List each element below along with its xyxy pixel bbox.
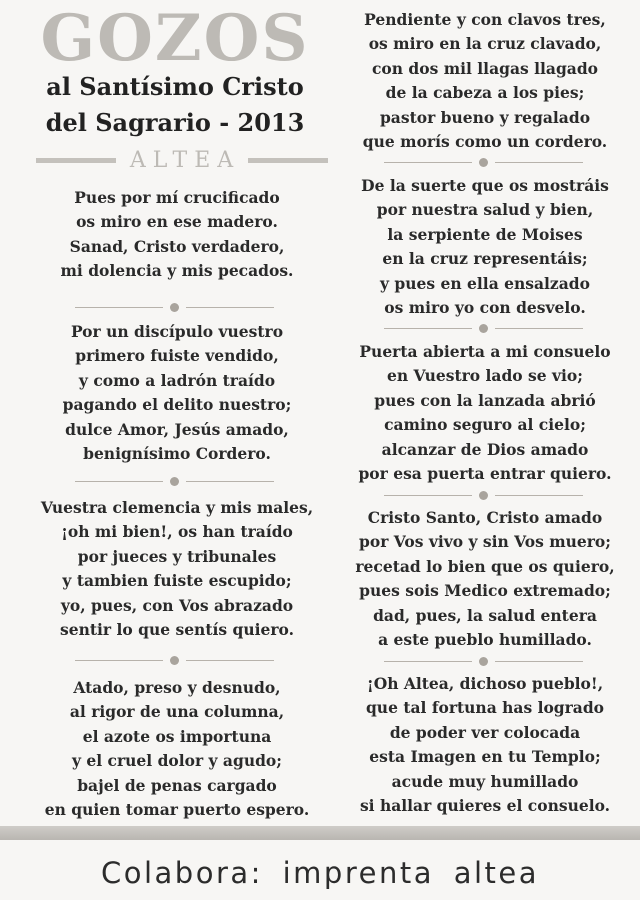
stanza-7: [334, 340, 636, 486]
page-title: GOZOS: [40, 1, 310, 76]
verse-line: a este pueblo humillado.: [378, 630, 592, 650]
verse-line: en la cruz representáis;: [382, 249, 588, 269]
verse-line: ¡oh mi bien!, os han traído: [61, 522, 293, 542]
verse-line: al rigor de una columna,: [69, 702, 285, 722]
divider-dot-icon: [479, 491, 488, 500]
verse-line: Pues por mí crucificado: [74, 188, 280, 207]
verse-line: si hallar quieres el consuelo.: [359, 796, 611, 816]
stanza-divider: [384, 490, 583, 500]
stanza-6: [334, 174, 636, 320]
verse-line: en quien tomar puerto espero.: [44, 800, 310, 820]
verse-line: por jueces y tribunales: [77, 546, 277, 566]
verse-line: la serpiente de Moises: [387, 224, 583, 244]
stanza-divider: [384, 656, 583, 666]
verse-line: con dos mil llagas llagado: [371, 58, 598, 78]
place-rule-right: [248, 158, 328, 163]
verse-line: acude muy humillado: [391, 771, 579, 791]
verse-line: os miro yo con desvelo.: [384, 298, 586, 318]
verse-line: pues con la lanzada abrió: [374, 390, 596, 410]
verse-line: por esa puerta entrar quiero.: [358, 464, 612, 484]
verse-line: alcanzar de Dios amado: [381, 439, 589, 459]
verse-line: Sanad, Cristo verdadero,: [69, 236, 285, 256]
verse-line: camino seguro al cielo;: [384, 415, 586, 435]
sponsor-credit: Colabora: imprenta altea: [100, 856, 540, 890]
divider-dot-icon: [170, 303, 179, 312]
verse-line: mi dolencia y mis pecados.: [60, 261, 294, 281]
stanza-9: [334, 672, 636, 818]
stanza-3: [22, 496, 332, 642]
verse-line: dulce Amor, Jesús amado,: [65, 419, 289, 439]
verse-line: Puerta abierta a mi consuelo: [359, 342, 611, 361]
verse-line: dad, pues, la salud entera: [373, 605, 597, 625]
stanza-8: [334, 506, 636, 652]
stanza-divider: [384, 157, 583, 167]
verse-line: bajel de penas cargado: [77, 775, 277, 795]
verse-line: yo, pues, con Vos abrazado: [60, 595, 294, 615]
stanza-divider: [75, 655, 274, 665]
verse-line: y como a ladrón traído: [78, 370, 276, 390]
verse-line: y el cruel dolor y agudo;: [72, 751, 282, 771]
verse-line: pagando el delito nuestro;: [62, 395, 292, 415]
place-rule-left: [36, 158, 116, 163]
verse-line: benignísimo Cordero.: [83, 444, 271, 464]
verse-line: Vuestra clemencia y mis males,: [40, 498, 314, 517]
subtitle-line-2: del Sagrario - 2013: [45, 108, 305, 137]
subtitle-line-1: al Santísimo Cristo: [46, 72, 304, 101]
divider-dot-icon: [479, 324, 488, 333]
footer-band: [0, 826, 640, 840]
verse-line: De la suerte que os mostráis: [361, 176, 609, 195]
verse-line: Cristo Santo, Cristo amado: [367, 508, 603, 527]
verse-line: sentir lo que sentís quiero.: [60, 620, 294, 640]
verse-line: Por un discípulo vuestro: [70, 322, 284, 341]
stanza-divider: [75, 476, 274, 486]
stanza-divider: [384, 323, 583, 333]
divider-dot-icon: [170, 477, 179, 486]
verse-line: de poder ver colocada: [389, 722, 581, 742]
verse-line: de la cabeza a los pies;: [385, 83, 585, 103]
stanza-5: [334, 8, 636, 154]
verse-line: y pues en ella ensalzado: [380, 273, 590, 293]
verse-line: recetad lo bien que os quiero,: [355, 556, 615, 576]
verse-line: por Vos vivo y sin Vos muero;: [359, 532, 611, 552]
verse-line: primero fuiste vendido,: [75, 346, 279, 366]
verse-line: el azote os importuna: [82, 726, 272, 746]
stanza-2: [22, 320, 332, 466]
verse-line: Atado, preso y desnudo,: [73, 678, 281, 697]
stanza-divider: [75, 302, 274, 312]
verse-line: que morís como un cordero.: [362, 132, 608, 152]
verse-line: pues sois Medico extremado;: [359, 581, 611, 601]
place-banner: [36, 146, 328, 174]
verse-line: y tambien fuiste escupido;: [62, 571, 292, 591]
verse-line: ¡Oh Altea, dichoso pueblo!,: [366, 674, 604, 693]
stanza-4: [22, 676, 332, 822]
verse-line: os miro en la cruz clavado,: [368, 34, 602, 54]
verse-line: por nuestra salud y bien,: [376, 200, 594, 220]
verse-line: esta Imagen en tu Templo;: [369, 747, 601, 767]
verse-line: que tal fortuna has logrado: [365, 698, 605, 718]
stanza-1: [22, 186, 332, 284]
verse-line: os miro en ese madero.: [76, 212, 278, 232]
verse-line: Pendiente y con clavos tres,: [364, 10, 606, 29]
verse-line: en Vuestro lado se vio;: [387, 366, 583, 386]
divider-dot-icon: [170, 656, 179, 665]
verse-line: pastor bueno y regalado: [379, 107, 591, 127]
place-name: ALTEA: [129, 147, 241, 173]
divider-dot-icon: [479, 657, 488, 666]
divider-dot-icon: [479, 158, 488, 167]
